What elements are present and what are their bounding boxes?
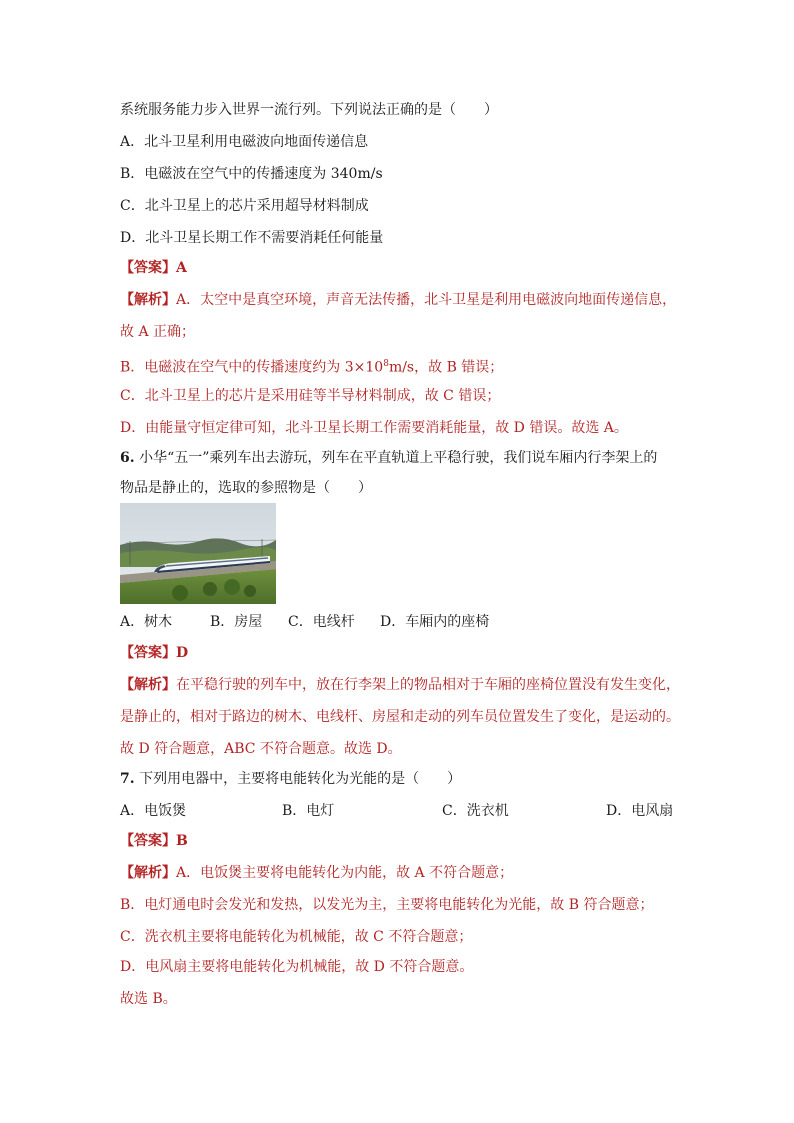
q7-option-c: C．洗衣机 bbox=[442, 803, 509, 819]
q7-analysis-line-4: D．电风扇主要将电能转化为机械能，故 D 不符合题意。 bbox=[120, 959, 474, 975]
q5-analysis-b-post: m/s，故 B 错误； bbox=[388, 359, 504, 376]
q5-option-c: C．北斗卫星上的芯片采用超导材料制成 bbox=[120, 198, 369, 214]
q6-answer bbox=[120, 643, 188, 663]
q7-analysis-line-3: C．洗衣机主要将电能转化为机械能，故 C 不符合题意； bbox=[120, 929, 473, 945]
q6-answer-label: 【答案】 bbox=[120, 645, 176, 661]
q7-analysis-line-2: B．电灯通电时会发光和发热，以发光为主，主要将电能转化为光能，故 B 符合题意； bbox=[120, 897, 654, 913]
q5-answer-value: A bbox=[176, 260, 187, 276]
q5-analysis-b-pre: B．电磁波在空气中的传播速度约为 3×10 bbox=[120, 359, 384, 376]
q6-stem-line-1 bbox=[120, 448, 657, 468]
q7-analysis-line-5: 故选 B。 bbox=[120, 991, 177, 1007]
q7-answer-value: B bbox=[176, 833, 188, 849]
q5-analysis-b-sup: 8 bbox=[383, 359, 389, 369]
q6-answer-value: D bbox=[176, 645, 189, 661]
q6-option-b: B．房屋 bbox=[210, 614, 263, 630]
q7-answer-label: 【答案】 bbox=[120, 833, 176, 849]
q6-analysis-text-1: 在平稳行驶的列车中，放在行李架上的物品相对于车厢的座椅位置没有发生变化， bbox=[176, 677, 680, 693]
q7-options bbox=[120, 801, 680, 821]
q7-option-a: A．电饭煲 bbox=[120, 803, 187, 819]
q5-answer bbox=[120, 258, 187, 278]
q6-option-c: C．电线杆 bbox=[288, 614, 355, 630]
q5-analysis-line-2: 故 A 正确； bbox=[120, 324, 196, 340]
q7-option-d: D．电风扇 bbox=[606, 803, 674, 819]
q7-number: 7. bbox=[120, 771, 135, 787]
q5-analysis-label: 【解析】 bbox=[120, 292, 176, 308]
q5-answer-label: 【答案】 bbox=[120, 260, 176, 276]
q5-option-a: A．北斗卫星利用电磁波向地面传递信息 bbox=[120, 134, 369, 150]
q5-analysis-line-3 bbox=[120, 354, 503, 378]
q6-analysis-line-3: 故 D 符合题意，ABC 不符合题意。故选 D。 bbox=[120, 741, 402, 757]
q6-stem-text-1: 小华“五一”乘列车出去游玩，列车在平直轨道上平稳行驶，我们说车厢内行李架上的 bbox=[139, 450, 658, 466]
q6-analysis-label: 【解析】 bbox=[120, 677, 176, 693]
train-photo-illustration bbox=[120, 503, 276, 604]
q7-analysis-text-1: A．电饭煲主要将电能转化为内能，故 A 不符合题意； bbox=[176, 865, 514, 881]
q6-stem-line-2: 物品是静止的，选取的参照物是（ ） bbox=[120, 480, 372, 496]
q7-analysis-line-1 bbox=[120, 863, 513, 883]
q5-option-d: D．北斗卫星长期工作不需要消耗任何能量 bbox=[120, 230, 384, 246]
q5-option-b: B．电磁波在空气中的传播速度为 340m/s bbox=[120, 166, 383, 182]
q6-analysis-line-2: 是静止的，相对于路边的树木、电线杆、房屋和走动的列车员位置发生了变化，是运动的。 bbox=[120, 709, 680, 725]
q5-analysis-line-1 bbox=[120, 290, 676, 310]
q5-stem-continuation: 系统服务能力步入世界一流行列。下列说法正确的是（ ） bbox=[120, 102, 498, 118]
q7-analysis-label: 【解析】 bbox=[120, 865, 176, 881]
q6-analysis-line-1 bbox=[120, 675, 680, 695]
q5-analysis-line-4: C．北斗卫星上的芯片是采用硅等半导材料制成，故 C 错误； bbox=[120, 388, 501, 404]
train-photo bbox=[120, 503, 276, 604]
q7-stem-text: 下列用电器中，主要将电能转化为光能的是（ ） bbox=[139, 771, 462, 787]
q5-analysis-line-5: D．由能量守恒定律可知，北斗卫星长期工作需要消耗能量，故 D 错误。故选 A。 bbox=[120, 420, 628, 436]
q5-analysis-text-1: A．太空中是真空环境，声音无法传播，北斗卫星是利用电磁波向地面传递信息， bbox=[176, 292, 677, 308]
q6-number: 6. bbox=[120, 450, 135, 466]
q6-option-d: D．车厢内的座椅 bbox=[380, 614, 490, 630]
q7-stem bbox=[120, 769, 461, 789]
q6-options bbox=[120, 612, 640, 632]
q7-answer bbox=[120, 831, 188, 851]
q7-option-b: B．电灯 bbox=[282, 803, 335, 819]
q6-option-a: A．树木 bbox=[120, 614, 173, 630]
